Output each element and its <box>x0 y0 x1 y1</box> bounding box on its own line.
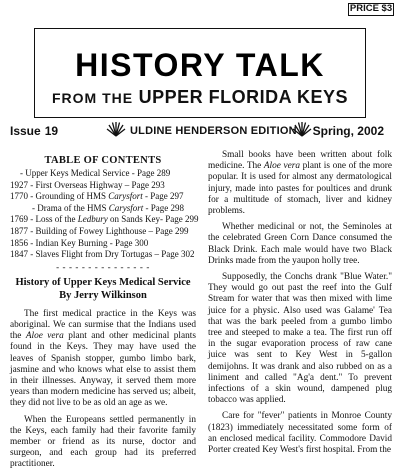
paragraph-text: When the Europeans settled permanently in the Keys, each family had their favorite family member or friend as its nurse, doctor and surgeon, and each group had its preferred practitioner. <box>10 414 196 470</box>
article-paragraph <box>10 309 196 410</box>
dotted-divider: - - - - - - - - - - - - - - - <box>56 261 150 272</box>
issue-label: Issue <box>10 124 41 138</box>
paragraph-text: Whether medicinal or not, the Seminoles at the celebrated Green Corn Dance consumed the Black Drink. Each male would have two Black Drinks made from the yaupon holly tree. <box>208 222 392 266</box>
masthead-subtitle-place: UPPER FLORIDA KEYS <box>138 87 348 107</box>
paragraph-text: Supposedly, the Conchs drank "Blue Water." They would go out past the reef into the Gulf Stream for water that was then mixed with lime juice for a physic. Also used was Galame' Tea that was the bark peeled from a gumbo limbo tree and steeped to make a tea. The first run off in the sugar evaporation process of raw cane juice was sent to Key West in 5-gallon demijohns. It was drank and also rubbed on as a liniment and called "Ag'a dent." To prevent infections of a skin wound, dampened plug tobacco was applied. <box>208 272 392 406</box>
article-paragraph <box>208 272 392 406</box>
article-paragraph <box>208 222 392 267</box>
article-byline: By Jerry Wilkinson <box>59 289 147 301</box>
toc-entry <box>10 203 196 215</box>
paragraph-text: plant is one of the more popular. It is used for almost any dermatological injury, made into pastes for poultices and drunk for a multitude of stomach, liver and kidney problems. <box>208 161 392 217</box>
toc-entry <box>10 226 196 238</box>
toc-entry-page: - Page 297 <box>142 191 184 202</box>
toc-entry <box>10 238 196 250</box>
toc-entry-year: 1769 <box>10 214 28 225</box>
toc-entry-text: - Slaves Flight from Dry Tortugas – Page 302 <box>28 249 195 260</box>
issue-number <box>10 124 58 138</box>
plant-name: Aloe vera <box>25 331 64 342</box>
toc-entry-year: 1770 <box>10 191 28 202</box>
toc-entry-year: 1847 <box>10 249 28 260</box>
toc-entry <box>10 214 199 226</box>
paragraph-text: The first medical practice in the Keys was aboriginal. We can surmise that the Indians used the <box>10 308 196 342</box>
toc-entry-text: - First Overseas Highway – Page 293 <box>28 179 165 190</box>
right-column <box>208 150 392 461</box>
plant-name: Aloe vera <box>263 161 301 172</box>
issue-number-value: 19 <box>44 124 59 138</box>
article-paragraph <box>10 415 196 471</box>
toc-entry-text: - Loss of the <box>28 214 78 225</box>
fan-ornament-icon <box>292 121 312 137</box>
toc-entry <box>10 249 196 261</box>
issue-date: Spring, 2002 <box>312 124 384 138</box>
toc-entry-year: 1877 <box>10 225 28 236</box>
toc-entry-page: - Page 298 <box>143 202 184 213</box>
toc-entry-ship-name: Carysfort <box>108 202 144 213</box>
paragraph-text: plant and other medicinal plants found in the Keys. They may have used the leaves of Spanish stopper, gumbo limbo bark, jasmine and who knows what else to assist them in their illnesses. Anyway, it served them more years than modern medicine has served us; albeit, they did not live to be as old an age as we. <box>10 331 196 409</box>
edition-name: ULDINE HENDERSON EDITION <box>130 125 297 137</box>
toc-entry-year: 1927 <box>10 179 28 190</box>
toc-entry-year: 1856 <box>10 237 28 248</box>
toc-entry <box>10 168 196 180</box>
toc-entry-page: on Sands Key- Page 299 <box>107 214 199 225</box>
left-column <box>10 150 199 476</box>
article-paragraph <box>208 411 392 456</box>
masthead <box>34 28 366 118</box>
masthead-subtitle-from: FROM THE <box>52 90 134 106</box>
article-title: History of Upper Keys Medical Service <box>15 276 191 288</box>
toc-entry <box>10 191 196 203</box>
toc-list <box>10 168 199 261</box>
toc-entry-ship-name: Ledbury <box>77 214 108 225</box>
toc-heading: TABLE OF CONTENTS <box>44 155 162 166</box>
article-paragraph <box>208 150 392 217</box>
toc-entry-text: - Indian Key Burning - Page 300 <box>28 237 149 248</box>
toc-entry-text: - Upper Keys Medical Service - Page 289 <box>20 168 171 178</box>
price-tag: PRICE $3 <box>349 3 393 14</box>
toc-entry <box>10 180 196 192</box>
masthead-title: HISTORY TALK <box>75 47 325 83</box>
toc-entry-text: - Grounding of HMS <box>28 191 109 202</box>
masthead-subtitle <box>35 86 365 109</box>
fan-ornament-icon <box>106 121 126 137</box>
toc-entry-text: - Drama of the HMS <box>32 202 109 213</box>
toc-entry-text: - Building of Fowey Lighthouse – Page 299 <box>28 225 189 236</box>
toc-entry-ship-name: Carysfort <box>108 191 143 202</box>
issue-bar <box>8 118 392 140</box>
paragraph-text: Small books have been written about folk medicine. The <box>208 150 392 172</box>
paragraph-text: Care for "fever" patients in Monroe County (1823) immediately necessitated some form of an enclosed medical facility. Commodore David Porter created Key West's first hospital. From the <box>208 411 392 456</box>
